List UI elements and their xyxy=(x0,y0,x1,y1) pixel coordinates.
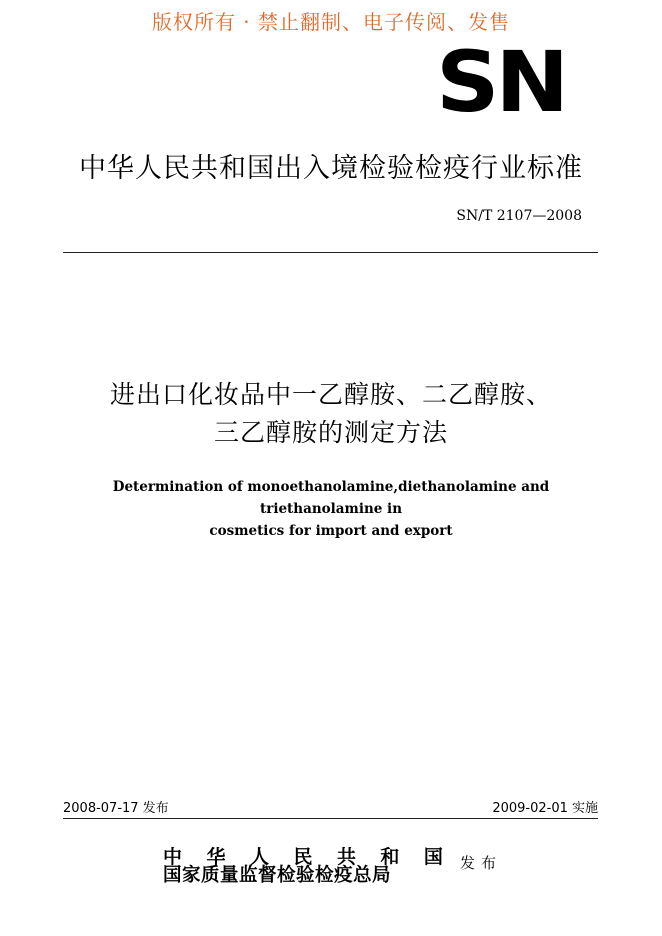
issuer-country-char: 人 xyxy=(249,846,269,868)
issue-date: 2008-07-17 发布 xyxy=(63,801,169,816)
sn-logo: SN xyxy=(436,33,565,131)
publish-label: 发布 xyxy=(460,854,503,872)
english-title-line-2: cosmetics for import and export xyxy=(209,523,453,539)
issuer-country-char: 共 xyxy=(336,846,356,868)
issuer-country-char: 和 xyxy=(380,846,400,868)
issuer-agency: 国家质量监督检验检疫总局 xyxy=(163,865,392,886)
chinese-title-line-2: 三乙醇胺的测定方法 xyxy=(213,418,448,447)
english-title xyxy=(70,476,592,542)
issuer-country-char: 民 xyxy=(293,846,313,868)
bottom-divider xyxy=(63,818,598,819)
issuer-country-char: 国 xyxy=(423,846,443,868)
english-title-line-1: Determination of monoethanolamine,diethanolamine and triethanolamine in xyxy=(112,479,550,517)
standard-number: SN/T 2107—2008 xyxy=(456,208,582,224)
top-divider xyxy=(63,252,598,253)
copyright-notice: 版权所有 · 禁止翻制、电子传阅、发售 xyxy=(151,10,511,34)
standard-category-title: 中华人民共和国出入境检验检疫行业标准 xyxy=(79,153,583,184)
implementation-date: 2009-02-01 实施 xyxy=(492,801,598,816)
issuer-country-char: 中 xyxy=(163,846,183,868)
issuer-country-char: 华 xyxy=(206,846,226,868)
chinese-title xyxy=(0,376,662,452)
chinese-title-line-1: 进出口化妆品中一乙醇胺、二乙醇胺、 xyxy=(109,380,552,409)
